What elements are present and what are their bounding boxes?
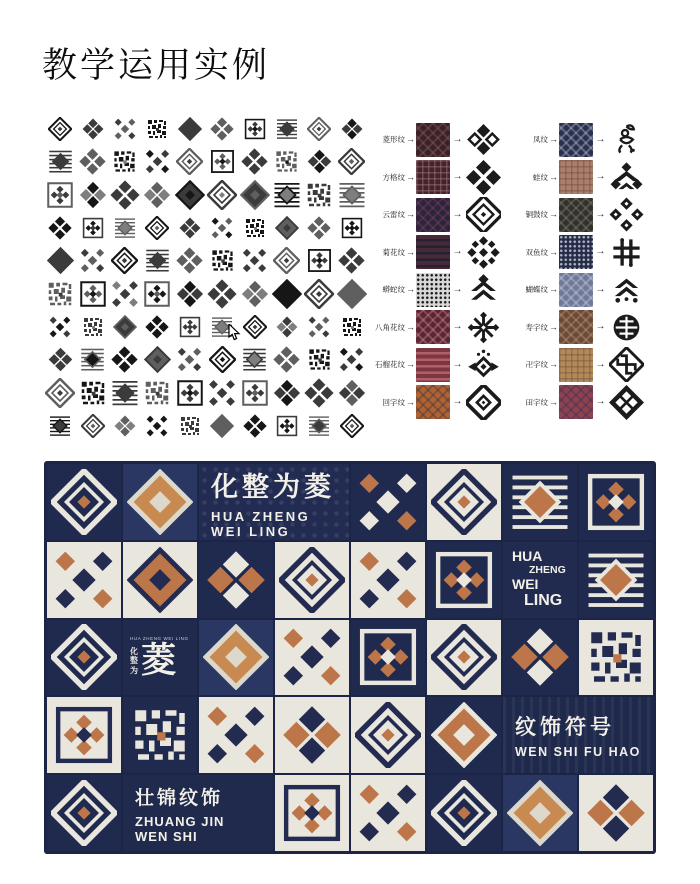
brocade-motif [238,376,270,409]
brocade-motif [303,277,335,310]
brocade-motif [174,211,206,244]
brocade-motif [336,343,368,376]
wenshi-pinyin: WEN SHI FU HAO [515,745,641,760]
pattern-name-label: 云雷纹 [382,210,405,220]
extracted-pattern-icon [608,234,645,271]
arrow-right-icon: → [549,359,558,370]
brocade-motif [174,277,206,310]
poster-brocade-tile [579,542,653,618]
brocade-motif [206,244,238,277]
arrow-right-icon: → [406,171,415,182]
pattern-name-label: 蛙纹 [533,172,548,182]
extracted-pattern-icon [465,384,502,421]
brocade-motif [141,244,173,277]
arrow-right-icon: → [595,208,606,220]
brocade-motif [336,409,368,442]
arrow-right-icon: → [406,209,415,220]
poster-title-cn: 化整为菱 [211,471,335,502]
brocade-motif [238,112,270,145]
arrow-right-icon: → [406,284,415,295]
brocade-motif [109,343,141,376]
brocade-motif [76,244,108,277]
brocade-motif [271,343,303,376]
fabric-sample-swatch [416,310,450,344]
brocade-motif [174,145,206,178]
poster-brocade-tile [47,620,121,696]
transformation-row [512,159,645,197]
arrow-right-icon: → [452,358,463,370]
poster-brocade-tile [199,542,273,618]
poster-wenshi-block [503,697,653,773]
brocade-motif [44,409,76,442]
brocade-motif [336,277,368,310]
stack-word: ZHENG [529,563,566,576]
arrow-right-icon: → [549,171,558,182]
stack-word: LING [524,592,563,610]
brocade-motif [303,145,335,178]
brocade-motif [109,145,141,178]
brocade-motif [76,178,108,211]
poster-brocade-tile [47,775,121,851]
poster-brocade-tile [579,775,653,851]
brocade-motif [44,112,76,145]
brocade-motif [271,178,303,211]
ling-tile-small-text: HUA ZHENG WEI LING [130,636,189,642]
brocade-motif [109,244,141,277]
stack-word: WEI [512,575,539,592]
brocade-motif [303,178,335,211]
transformation-row [512,384,645,422]
brocade-motif [109,277,141,310]
brocade-motif [206,112,238,145]
pattern-name-label: 八角花纹 [375,322,405,332]
poster-brocade-tile [427,542,501,618]
brocade-motif [271,277,303,310]
transformation-row [369,121,502,159]
fabric-sample-swatch [416,273,450,307]
arrow-right-icon: → [595,358,606,370]
extracted-pattern-icon [465,121,502,158]
pattern-name-label: 菊花纹 [382,247,405,257]
pattern-name-label: 蝴蝶纹 [525,285,548,295]
arrow-right-icon: → [406,246,415,257]
zhuangjin-cn: 壮锦纹饰 [135,787,224,809]
arrow-right-icon: → [549,134,558,145]
poster-brocade-tile [275,697,349,773]
arrow-right-icon: → [595,321,606,333]
transformation-row [369,271,502,309]
poster-brocade-tile [275,542,349,618]
poster-brocade-tile [47,697,121,773]
pattern-name-label: 蟒蛇纹 [382,285,405,295]
pattern-name-label: 菱形纹 [382,135,405,145]
brocade-motif [174,376,206,409]
fabric-sample-swatch [559,310,593,344]
extracted-pattern-icon [608,196,645,233]
extracted-pattern-icon [608,346,645,383]
brocade-motif [141,211,173,244]
brocade-motif [303,376,335,409]
extracted-pattern-icon [608,121,645,158]
brocade-motif [336,145,368,178]
fabric-sample-swatch [559,198,593,232]
arrow-right-icon: → [406,396,415,407]
poster-brocade-tile [351,542,425,618]
arrow-right-icon: → [595,246,606,258]
brocade-motif [174,112,206,145]
brocade-motif [141,343,173,376]
arrow-right-icon: → [452,246,463,258]
brocade-motif [174,244,206,277]
poster-brocade-tile [503,775,577,851]
brocade-motif [303,211,335,244]
arrow-right-icon: → [452,208,463,220]
arrow-right-icon: → [549,209,558,220]
brocade-motif [141,277,173,310]
brocade-motif [271,310,303,343]
pattern-name-label: 铜鼓纹 [525,210,548,220]
pattern-name-label: 方格纹 [382,172,405,182]
brocade-motif [76,343,108,376]
brocade-motif [44,178,76,211]
transformation-row [369,159,502,197]
fabric-sample-swatch [416,160,450,194]
brocade-motif [109,310,141,343]
extracted-pattern-icon [465,196,502,233]
arrow-right-icon: → [549,284,558,295]
brocade-motif [76,145,108,178]
arrow-right-icon: → [452,321,463,333]
extracted-pattern-icon [608,271,645,308]
brocade-motif [141,178,173,211]
transformation-row [512,309,645,347]
poster-brocade-tile [503,620,577,696]
ling-tile-big-char: 菱 [141,641,177,681]
brocade-motif [271,211,303,244]
brocade-motif [336,244,368,277]
fabric-sample-swatch [416,198,450,232]
brocade-motif [76,409,108,442]
brocade-motif [303,343,335,376]
arrow-right-icon: → [452,283,463,295]
brocade-motif [238,409,270,442]
brocade-motif [206,277,238,310]
fabric-sample-swatch [559,385,593,419]
brocade-motif [238,178,270,211]
pattern-name-label: 卍字纹 [525,360,548,370]
poster-brocade-tile [579,464,653,540]
brocade-motif [174,310,206,343]
poster-brocade-tile [275,775,349,851]
arrow-right-icon: → [452,396,463,408]
poster-title-pinyin: HUA ZHENG WEI LING [211,508,311,539]
pattern-name-label: 石榴花纹 [375,360,405,370]
extracted-pattern-icon [608,309,645,346]
brocade-motif [303,409,335,442]
extracted-pattern-icon [465,309,502,346]
brocade-motif [109,376,141,409]
poster-brocade-tile [351,697,425,773]
transformation-row [512,346,645,384]
brocade-motif [76,310,108,343]
brocade-motif [109,178,141,211]
poster-brocade-tile [123,464,197,540]
brocade-motif [141,310,173,343]
brocade-motif [271,409,303,442]
brocade-motif [44,376,76,409]
brocade-motif [44,343,76,376]
brocade-motif [44,211,76,244]
poster-brocade-tile [427,464,501,540]
brocade-motif [44,310,76,343]
brocade-motif [174,409,206,442]
fabric-sample-swatch [559,235,593,269]
arrow-right-icon: → [406,134,415,145]
poster-brocade-tile [503,464,577,540]
arrow-right-icon: → [452,133,463,145]
brocade-motif [336,376,368,409]
poster-brocade-tile [199,620,273,696]
poster-brocade-tile [123,542,197,618]
poster-brocade-tile [47,464,121,540]
brocade-motif [141,145,173,178]
poster-title-block [199,464,349,540]
brocade-motif [141,376,173,409]
fabric-sample-swatch [416,385,450,419]
motif-grid [44,112,368,442]
arrow-right-icon: → [452,171,463,183]
poster-brocade-tile [351,620,425,696]
transformation-row [369,384,502,422]
arrow-right-icon: → [549,321,558,332]
brocade-motif [336,211,368,244]
brocade-motif [303,244,335,277]
brocade-motif [303,112,335,145]
stack-word: HUA [512,548,543,565]
brocade-motif [206,178,238,211]
brocade-motif [109,409,141,442]
brocade-motif [44,277,76,310]
brocade-motif [141,409,173,442]
brocade-motif [76,112,108,145]
brocade-motif [238,211,270,244]
extracted-pattern-icon [608,159,645,196]
brocade-motif [238,310,270,343]
page-title: 教学运用实例 [42,46,271,85]
brocade-motif [238,277,270,310]
brocade-motif [238,145,270,178]
brocade-motif [109,211,141,244]
poster-brocade-tile [351,464,425,540]
arrow-right-icon: → [406,359,415,370]
arrow-right-icon: → [595,283,606,295]
pattern-transformation-legend [369,121,645,421]
transformation-row [369,346,502,384]
brocade-motif [206,145,238,178]
poster-brocade-tile [427,697,501,773]
brocade-motif [174,343,206,376]
brocade-motif [238,343,270,376]
extracted-pattern-icon [465,234,502,271]
brocade-motif [174,178,206,211]
brocade-motif [336,310,368,343]
fabric-sample-swatch [416,348,450,382]
zhuangjin-pinyin: ZHUANG JIN WEN SHI [135,813,225,844]
fabric-sample-swatch [416,123,450,157]
arrow-right-icon: → [549,396,558,407]
pattern-name-label: 田字纹 [525,397,548,407]
brocade-poster [44,461,656,854]
mouse-cursor-icon [228,324,241,347]
arrow-right-icon: → [406,321,415,332]
brocade-motif [44,244,76,277]
transformation-row [369,234,502,272]
poster-brocade-tile [275,620,349,696]
transformation-row [512,234,645,272]
extracted-pattern-icon [608,384,645,421]
brocade-motif [206,211,238,244]
poster-zhuangjin-block [123,775,273,851]
extracted-pattern-icon [465,271,502,308]
ling-tile-vertical-text: 化整为 [130,647,138,675]
poster-stacked-pinyin-tile [503,542,577,618]
brocade-motif [271,112,303,145]
brocade-motif [141,112,173,145]
brocade-motif [238,244,270,277]
poster-brocade-tile [351,775,425,851]
brocade-motif [44,145,76,178]
brocade-motif [76,211,108,244]
brocade-motif [271,244,303,277]
fabric-sample-swatch [559,123,593,157]
transformation-row [512,196,645,234]
brocade-motif [206,343,238,376]
arrow-right-icon: → [595,396,606,408]
poster-ling-tile [123,620,197,696]
fabric-sample-swatch [416,235,450,269]
extracted-pattern-icon [465,346,502,383]
arrow-right-icon: → [595,171,606,183]
pattern-name-label: 寿字纹 [525,322,548,332]
brocade-motif [336,112,368,145]
transformation-column-right [512,121,645,421]
pattern-name-label: 双鱼纹 [525,247,548,257]
transformation-row [369,309,502,347]
pattern-name-label: 凤纹 [533,135,548,145]
transformation-row [369,196,502,234]
poster-brocade-tile [199,697,273,773]
transformation-row [512,121,645,159]
arrow-right-icon: → [549,246,558,257]
transformation-column-left [369,121,502,421]
poster-brocade-tile [579,620,653,696]
brocade-motif [76,376,108,409]
brocade-motif [271,376,303,409]
poster-brocade-tile [123,697,197,773]
transformation-row [512,271,645,309]
brocade-motif [206,409,238,442]
brocade-motif [109,112,141,145]
brocade-motif [303,310,335,343]
fabric-sample-swatch [559,160,593,194]
brocade-motif [206,376,238,409]
extracted-pattern-icon [465,159,502,196]
brocade-motif [76,277,108,310]
fabric-sample-swatch [559,348,593,382]
fabric-sample-swatch [559,273,593,307]
pattern-name-label: 回字纹 [382,397,405,407]
brocade-motif [336,178,368,211]
poster-brocade-tile [427,775,501,851]
wenshi-cn: 纹饰符号 [515,716,615,740]
poster-brocade-tile [427,620,501,696]
poster-brocade-tile [47,542,121,618]
arrow-right-icon: → [595,133,606,145]
brocade-motif [271,145,303,178]
